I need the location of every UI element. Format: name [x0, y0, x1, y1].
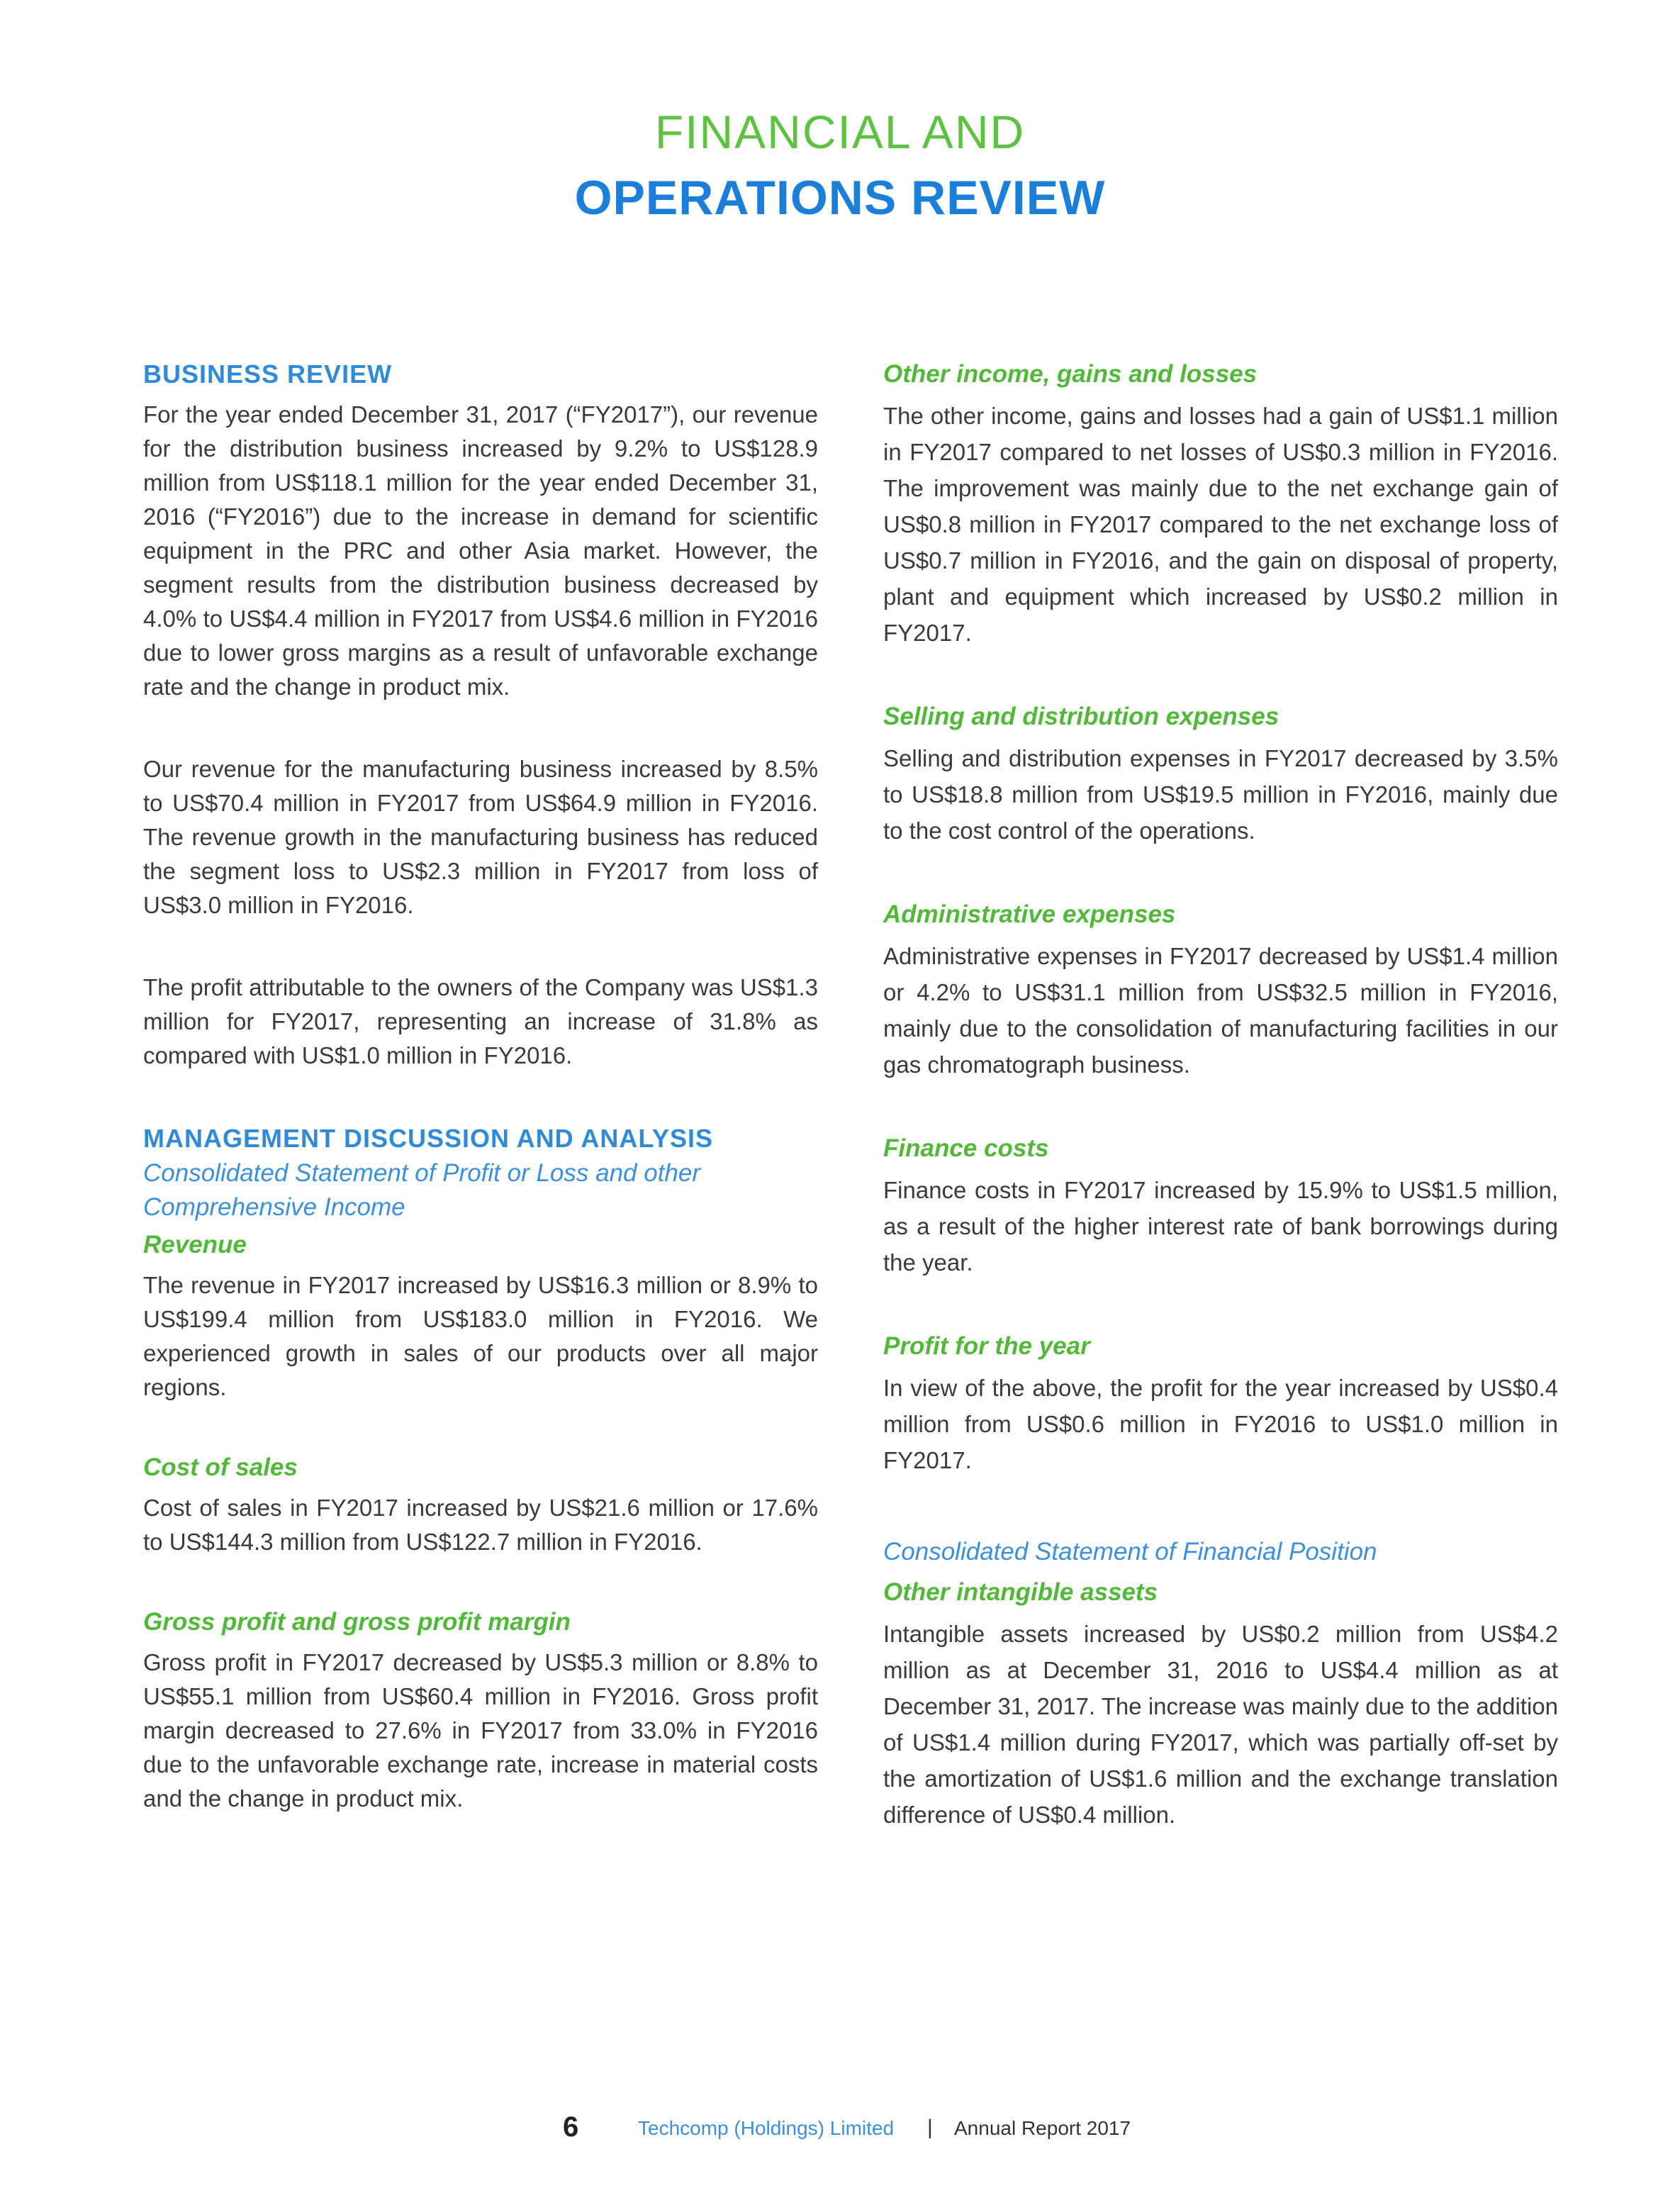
other-income-heading: Other income, gains and losses — [883, 360, 1258, 388]
selling-heading: Selling and distribution expenses — [883, 703, 1279, 730]
intangible-text: Intangible assets increased by US$0.2 million from US$4.2 million as at December 31, 2016 to US$4.4 million as at December 31, 2017. The increase was mainly due to the addition of US$1.4 million during FY2017, which was partially off-set by the amortization of US$1.6 million and the exchange translation difference of US$0.4 million. — [883, 1621, 1558, 1828]
finance-costs-heading: Finance costs — [883, 1134, 1049, 1162]
title-line-1: FINANCIAL AND — [654, 106, 1026, 158]
cost-of-sales-text: Cost of sales in FY2017 increased by US$21.6 million or 17.6% to US$144.3 million from US$122.7 million in FY2016. — [143, 1495, 818, 1555]
right-column — [883, 358, 1558, 1833]
other-income-text: The other income, gains and losses had a gain of US$1.1 million in FY2017 compared to net losses of US$0.3 million in FY2016. The improvement was mainly due to the net exchange gain of US$0.8 million in FY2017 compared to the net exchange loss of US$0.7 million in FY2016, and the gain on disposal of property, plant and equipment which increased by US$0.2 million in FY2017. — [883, 403, 1558, 646]
selling-text: Selling and distribution expenses in FY2017 decreased by 3.5% to US$18.8 million from US$19.5 million in FY2016, mainly due to the cost control of the operations. — [883, 745, 1558, 844]
profit-for-year-text: In view of the above, the profit for the year increased by US$0.4 million from US$0.6 million in FY2016 to US$1.0 million in FY2017. — [883, 1375, 1558, 1473]
mda-heading: MANAGEMENT DISCUSSION AND ANALYSIS — [143, 1124, 714, 1153]
business-review-paragraph-2: Our revenue for the manufacturing business increased by 8.5% to US$70.4 million in FY2017 from US$64.9 million in FY2016. The revenue growth in the manufacturing business has reduced the segment loss to US$2.3 million in FY2017 from loss of US$3.0 million in FY2016. — [143, 756, 818, 918]
intangible-heading: Other intangible assets — [883, 1578, 1158, 1606]
footer-report: Annual Report 2017 — [954, 2117, 1131, 2139]
finance-costs-text: Finance costs in FY2017 increased by 15.9% to US$1.5 million, as a result of the higher interest rate of bank borrowings during the year. — [883, 1177, 1558, 1276]
financial-position-heading: Consolidated Statement of Financial Position — [883, 1538, 1377, 1565]
admin-text: Administrative expenses in FY2017 decreased by US$1.4 million or 4.2% to US$31.1 million from US$32.5 million in FY2016, mainly due to the consolidation of manufacturing facilities in our gas chromatograph business. — [883, 943, 1558, 1078]
business-review-paragraph-3: The profit attributable to the owners of the Company was US$1.3 million for FY2017, representing an increase of 31.8% as compared with US$1.0 million in FY2016. — [143, 974, 818, 1068]
cost-of-sales-heading: Cost of sales — [143, 1453, 298, 1481]
revenue-heading: Revenue — [143, 1231, 247, 1258]
profit-loss-statement-heading: Consolidated Statement of Profit or Loss and other Comprehensive Income — [143, 1159, 701, 1221]
page-footer — [0, 2111, 1680, 2154]
gross-profit-heading: Gross profit and gross profit margin — [143, 1608, 571, 1636]
admin-heading: Administrative expenses — [883, 900, 1176, 928]
page-number: 6 — [563, 2111, 579, 2143]
business-review-paragraph-1: For the year ended December 31, 2017 (“FY2017”), our revenue for the distribution business increased by 9.2% to US$128.9 million from US$118.1 million for the year ended December 31, 2016 (“FY2016”) due to the increase in demand for scientific equipment in the PRC and other Asia market. However, the segment results from the distribution business decreased by 4.0% to US$4.4 million in FY2017 from US$4.6 million in FY2016 due to lower gross margins as a result of unfavorable exchange rate and the change in product mix. — [143, 401, 818, 700]
footer-separator: | — [927, 2116, 933, 2139]
footer-company: Techcomp (Holdings) Limited — [638, 2117, 895, 2139]
title-line-2: OPERATIONS REVIEW — [574, 171, 1106, 225]
business-review-heading: BUSINESS REVIEW — [143, 359, 393, 389]
profit-for-year-heading: Profit for the year — [883, 1332, 1090, 1360]
gross-profit-text: Gross profit in FY2017 decreased by US$5.3 million or 8.8% to US$55.1 million from US$60.4 million in FY2016. Gross profit margin decreased to 27.6% in FY2017 from 33.0% in FY2016 due to the unfavorable exchange rate, increase in material costs and the change in product mix. — [143, 1649, 818, 1812]
left-column — [143, 358, 818, 1816]
revenue-text: The revenue in FY2017 increased by US$16.3 million or 8.9% to US$199.4 million from US$183.0 million in FY2016. We experienced growth in sales of our products over all major regions. — [143, 1272, 818, 1400]
